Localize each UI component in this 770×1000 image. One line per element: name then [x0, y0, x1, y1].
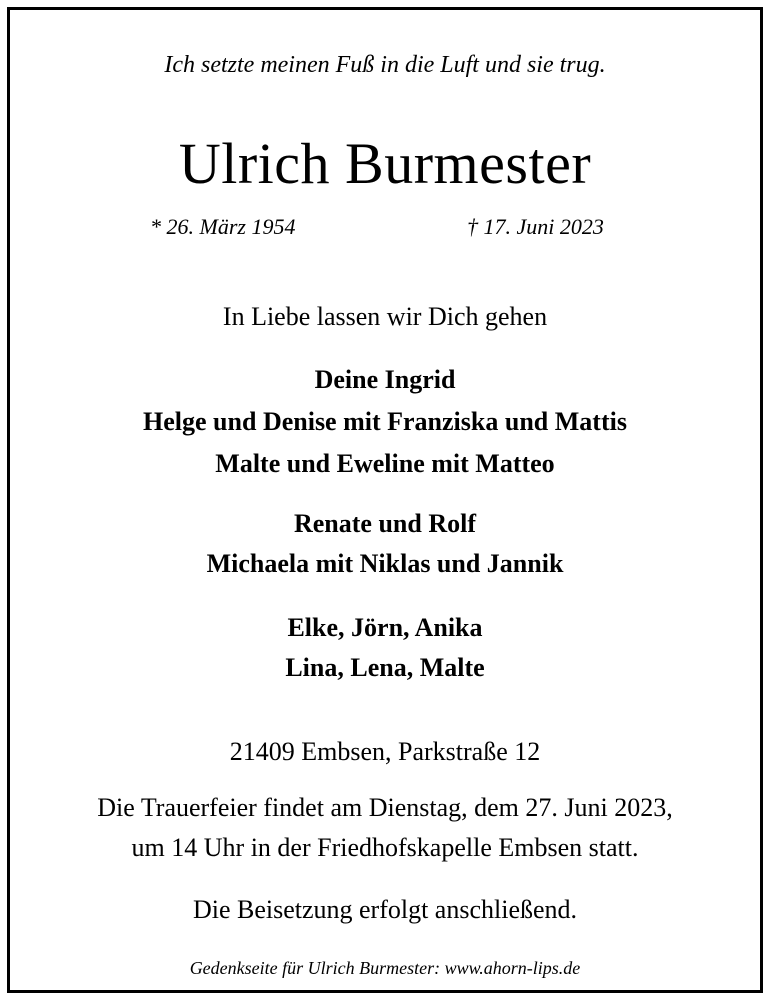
ceremony-line: um 14 Uhr in der Friedhofskapelle Embsen statt. — [131, 833, 639, 862]
mourner-line: Michaela mit Niklas und Jannik — [206, 549, 564, 578]
mourner-line: Helge und Denise mit Franziska und Mattis — [143, 407, 627, 436]
mourner-line: Elke, Jörn, Anika — [287, 613, 483, 642]
birth-date: * 26. März 1954 — [150, 214, 296, 239]
intro-text: In Liebe lassen wir Dich gehen — [222, 302, 548, 331]
burial-notice: Die Beisetzung erfolgt anschließend. — [192, 895, 578, 924]
ceremony-line: Die Trauerfeier findet am Dienstag, dem 27. Juni 2023, — [97, 793, 673, 822]
deceased-name: Ulrich Burmester — [178, 131, 592, 196]
death-date: † 17. Juni 2023 — [467, 214, 604, 239]
motto: Ich setzte meinen Fuß in die Luft und sie trug. — [164, 52, 606, 78]
mourner-line: Lina, Lena, Malte — [285, 653, 485, 682]
address: 21409 Embsen, Parkstraße 12 — [229, 737, 541, 766]
mourner-line: Malte und Eweline mit Matteo — [215, 449, 555, 478]
mourner-line: Renate und Rolf — [293, 509, 476, 538]
mourner-line: Deine Ingrid — [314, 365, 456, 394]
memorial-page-note: Gedenkseite für Ulrich Burmester: www.ahorn-lips.de — [189, 958, 581, 978]
